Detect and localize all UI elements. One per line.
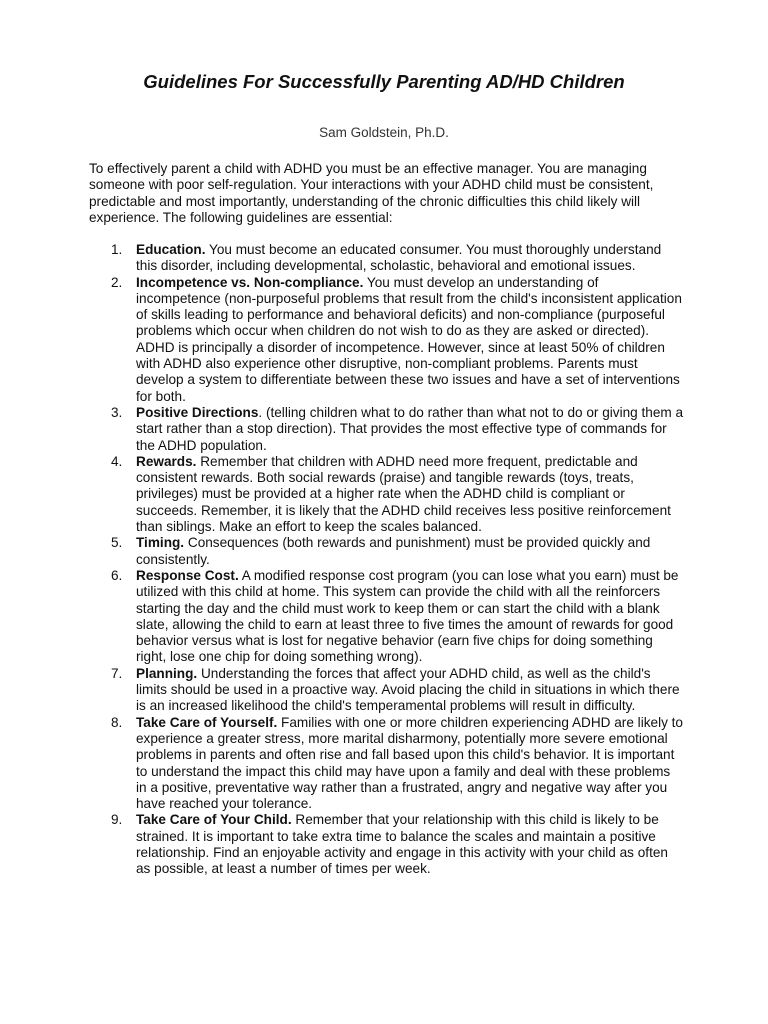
guideline-item-6 xyxy=(89,568,684,666)
guideline-item-9 xyxy=(89,812,684,877)
guideline-number: 2. xyxy=(111,274,123,290)
guideline-item-5 xyxy=(89,535,684,568)
guideline-text: You must become an educated consumer. You must thoroughly understand this disorder, including developmental, scholastic, behavioral and emotional issues. xyxy=(136,242,662,274)
guideline-number: 5. xyxy=(111,535,123,551)
guideline-item-4 xyxy=(89,454,684,535)
guideline-text: Consequences (both rewards and punishment) must be provided quickly and consistently. xyxy=(136,535,651,567)
guideline-item-8 xyxy=(89,715,684,813)
guideline-item-3 xyxy=(89,405,684,454)
guideline-number: 9. xyxy=(111,812,123,828)
guideline-text: You must develop an understanding of incompetence (non-purposeful problems that result from the child's inconsistent application of skills leading to performance and behavioral deficits) and non-compliance (purposeful problems which occur when children do not wish to do as they are asked or directed). ADHD is principally a disorder of incompetence. However, since at least 50% of children with ADHD also experience other disruptive, non-compliant problems. Parents must develop a system to differentiate between these two issues and have a set of interventions for both. xyxy=(136,274,682,404)
guideline-heading: Take Care of Yourself. xyxy=(136,714,278,730)
guideline-heading: Incompetence vs. Non-compliance. xyxy=(136,274,364,290)
document-author: Sam Goldstein, Ph.D. xyxy=(319,125,449,140)
guideline-number: 7. xyxy=(111,665,123,681)
guideline-number: 6. xyxy=(111,567,123,583)
guideline-heading: Rewards. xyxy=(136,453,197,469)
intro-paragraph: To effectively parent a child with ADHD you must be an effective manager. You are managing someone with poor self-regulation. Your interactions with your ADHD child must be consistent, predictable and most importantly, understanding of the chronic difficulties this child likely will experience. The following guidelines are essential: xyxy=(89,161,654,225)
guideline-text: Families with one or more children experiencing ADHD are likely to experience a greater stress, more marital disharmony, potentially more severe emotional problems in parents and often rise and fall based upon this child's behavior. It is important to understand the impact this child may have upon a family and deal with these problems in a positive, preventative way rather than a frustrated, angry and negative way after you have reached your tolerance. xyxy=(136,714,683,812)
guideline-text: Understanding the forces that affect your ADHD child, as well as the child's limits should be used in a proactive way. Avoid placing the child in situations in which there is an increased likelihood the child's temperamental problems will result in difficulty. xyxy=(136,665,680,714)
guideline-number: 3. xyxy=(111,404,123,420)
guideline-number: 8. xyxy=(111,714,123,730)
guideline-heading: Planning. xyxy=(136,665,198,681)
guideline-heading: Response Cost. xyxy=(136,567,239,583)
guideline-item-7 xyxy=(89,666,684,715)
guideline-text: Remember that your relationship with this child is likely to be strained. It is important to take extra time to balance the scales and maintain a positive relationship. Find an enjoyable activity and engage in this activity with your child as often as possible, at least a number of times per week. xyxy=(136,812,668,877)
guideline-text: A modified response cost program (you can lose what you earn) must be utilized with this child at home. This system can provide the child with all the reinforcers starting the day and the child must work to keep them or can start the child with a blank slate, allowing the child to earn at least three to five times the amount of rewards for good behavior versus what is lost for negative behavior (earn five chips for doing something right, lose one chip for doing something wrong). xyxy=(136,567,679,665)
guideline-text: Remember that children with ADHD need more frequent, predictable and consistent rewards. Both social rewards (praise) and tangible rewards (toys, treats, privileges) must be provided at a higher rate when the ADHD child is compliant or succeeds. Remember, it is likely that the ADHD child receives less positive reinforcement than siblings. Make an effort to keep the scales balanced. xyxy=(136,453,671,535)
guideline-text: . (telling children what to do rather than what not to do or giving them a start rather than a stop direction). That provides the most effective type of commands for the ADHD population. xyxy=(136,404,684,453)
guideline-number: 1. xyxy=(111,242,123,257)
guideline-number: 4. xyxy=(111,453,123,469)
guidelines-list xyxy=(89,242,684,878)
guideline-heading: Take Care of Your Child. xyxy=(136,812,292,828)
guideline-item-1 xyxy=(89,242,684,275)
guideline-item-2 xyxy=(89,275,684,405)
document-title: Guidelines For Successfully Parenting AD/HD Children xyxy=(143,71,625,92)
guideline-heading: Education. xyxy=(136,242,206,257)
guideline-heading: Positive Directions xyxy=(136,404,259,420)
guideline-heading: Timing. xyxy=(136,535,185,551)
